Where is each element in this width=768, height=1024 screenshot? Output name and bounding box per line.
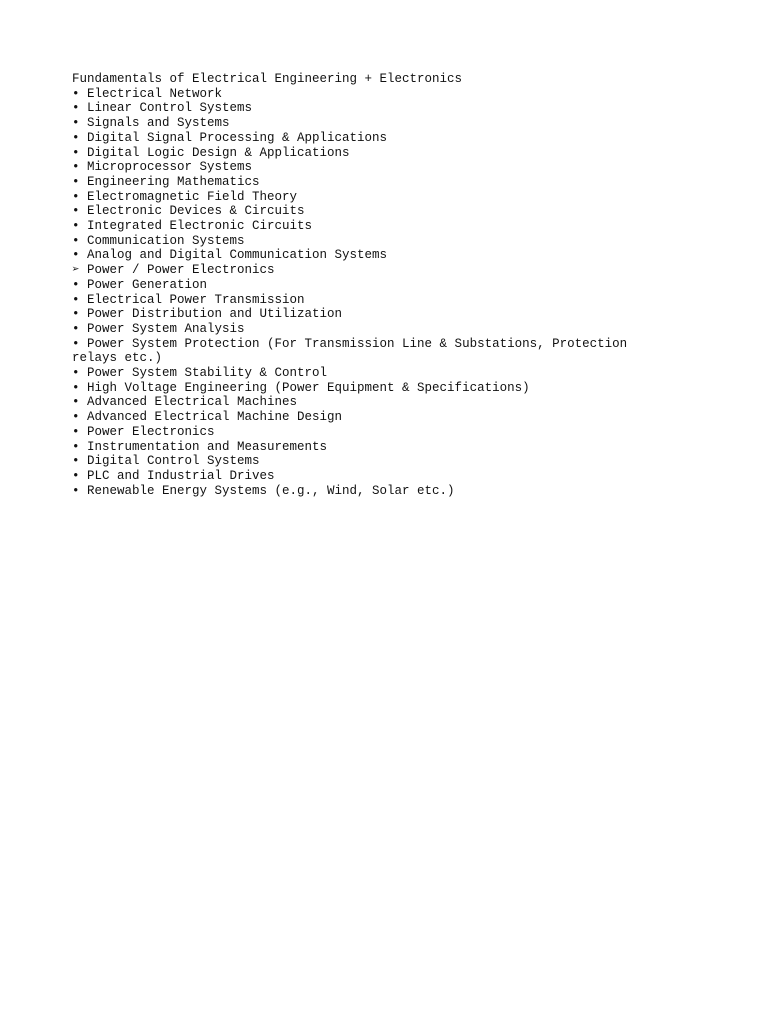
list-item: • Electrical Power Transmission: [72, 292, 305, 307]
list-item: • Digital Logic Design & Applications: [72, 145, 350, 160]
list-item: • Power System Analysis: [72, 321, 245, 336]
list-item: • Renewable Energy Systems (e.g., Wind, Solar etc.): [72, 483, 455, 498]
list-item: • Linear Control Systems: [72, 101, 253, 116]
list-item: • PLC and Industrial Drives: [72, 468, 275, 483]
list-item: • Advanced Electrical Machines: [72, 395, 298, 410]
list-item: • High Voltage Engineering (Power Equipment & Specifications): [72, 380, 530, 395]
list-item: • Electronic Devices & Circuits: [72, 204, 305, 219]
section-heading: ➢ Power / Power Electronics: [72, 263, 275, 278]
document-title: Fundamentals of Electrical Engineering + Electronics: [72, 72, 463, 86]
list-item: • Power System Protection (For Transmission Line & Substations, Protection relays etc.): [72, 336, 635, 366]
list-item: • Signals and Systems: [72, 116, 230, 131]
list-item: • Power System Stability & Control: [72, 366, 328, 381]
list-item: • Electromagnetic Field Theory: [72, 189, 298, 204]
course-list: [72, 87, 672, 499]
list-item: • Power Generation: [72, 277, 208, 292]
list-item: • Analog and Digital Communication Systems: [72, 248, 388, 263]
list-item: • Integrated Electronic Circuits: [72, 219, 313, 234]
list-item: • Instrumentation and Measurements: [72, 439, 328, 454]
list-item: • Power Distribution and Utilization: [72, 307, 343, 322]
list-item: • Digital Control Systems: [72, 454, 260, 469]
document-page: [72, 72, 672, 498]
list-item: • Digital Signal Processing & Applications: [72, 130, 388, 145]
list-item: • Advanced Electrical Machine Design: [72, 410, 343, 425]
list-item: • Communication Systems: [72, 233, 245, 248]
list-item: • Engineering Mathematics: [72, 174, 260, 189]
list-item: • Electrical Network: [72, 86, 223, 101]
list-item: • Microprocessor Systems: [72, 160, 253, 175]
list-item: • Power Electronics: [72, 424, 215, 439]
